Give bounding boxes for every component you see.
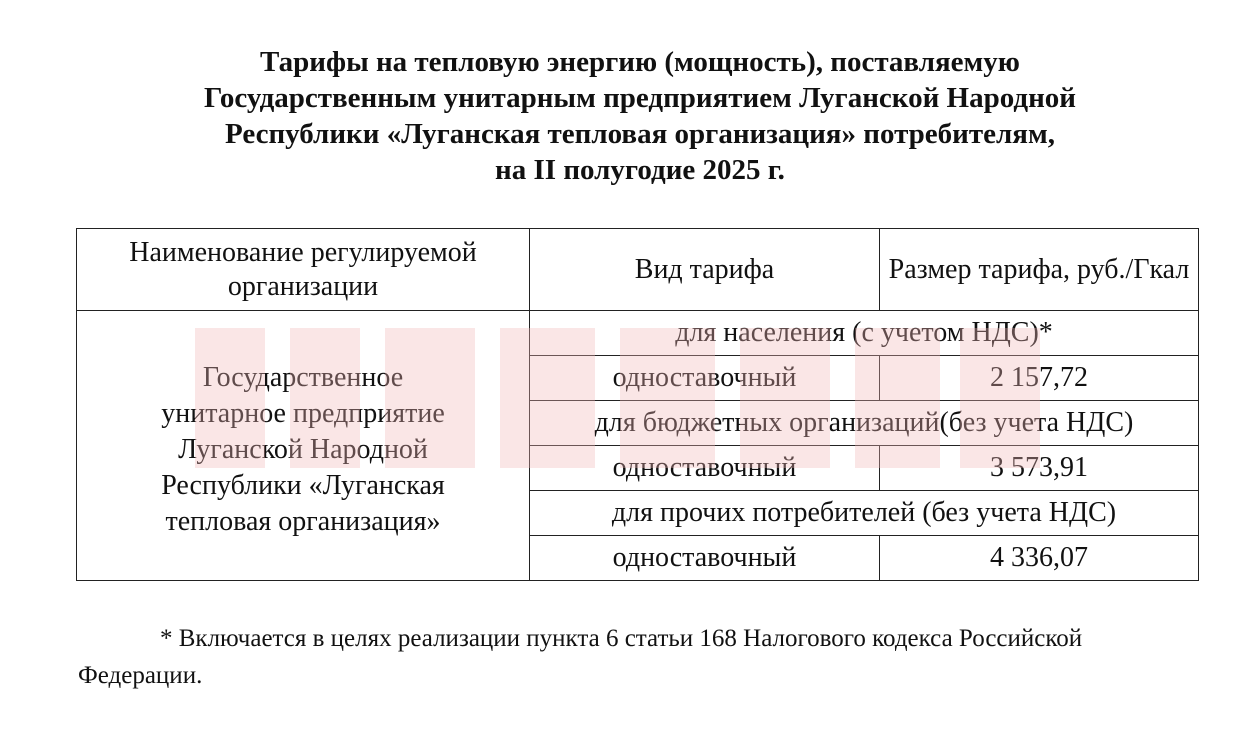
organization-line: тепловая организация»	[165, 505, 441, 537]
category-other: для прочих потребителей (без учета НДС)	[530, 491, 1199, 536]
table-row	[77, 311, 1199, 356]
organization-line: Государственное	[202, 361, 404, 393]
title-line: на II полугодие 2025 г.	[495, 154, 785, 186]
header-tariff-size: Размер тарифа, руб./Гкал	[880, 229, 1199, 311]
tariff-type-cell: одноставочный	[530, 356, 880, 401]
tariff-value-cell: 3 573,91	[880, 446, 1199, 491]
category-budget: для бюджетных организаций(без учета НДС)	[530, 401, 1199, 446]
tariff-value-cell: 2 157,72	[880, 356, 1199, 401]
organization-line: Республики «Луганская	[161, 469, 445, 501]
tariff-value-cell: 4 336,07	[880, 536, 1199, 581]
title-line: Республики «Луганская тепловая организация» потребителям,	[225, 118, 1055, 150]
footnote-text: * Включается в целях реализации пункта 6 статьи 168 Налогового кодекса Российской Федерации.	[78, 625, 1083, 689]
tariff-type-cell: одноставочный	[530, 536, 880, 581]
organization-line: Луганской Народной	[178, 433, 428, 465]
document-title	[60, 44, 1220, 188]
organization-name-cell	[77, 311, 530, 581]
tariff-type-cell: одноставочный	[530, 446, 880, 491]
title-line: Тарифы на тепловую энергию (мощность), поставляемую	[260, 46, 1020, 78]
organization-line: унитарное предприятие	[161, 397, 445, 429]
header-organization: Наименование регулируемой организации	[77, 229, 530, 311]
title-line: Государственным унитарным предприятием Луганской Народной	[204, 82, 1076, 114]
footnote	[78, 620, 1208, 694]
tariff-table	[76, 228, 1199, 581]
category-population: для населения (с учетом НДС)*	[530, 311, 1199, 356]
header-tariff-type: Вид тарифа	[530, 229, 880, 311]
table-header-row	[77, 229, 1199, 311]
